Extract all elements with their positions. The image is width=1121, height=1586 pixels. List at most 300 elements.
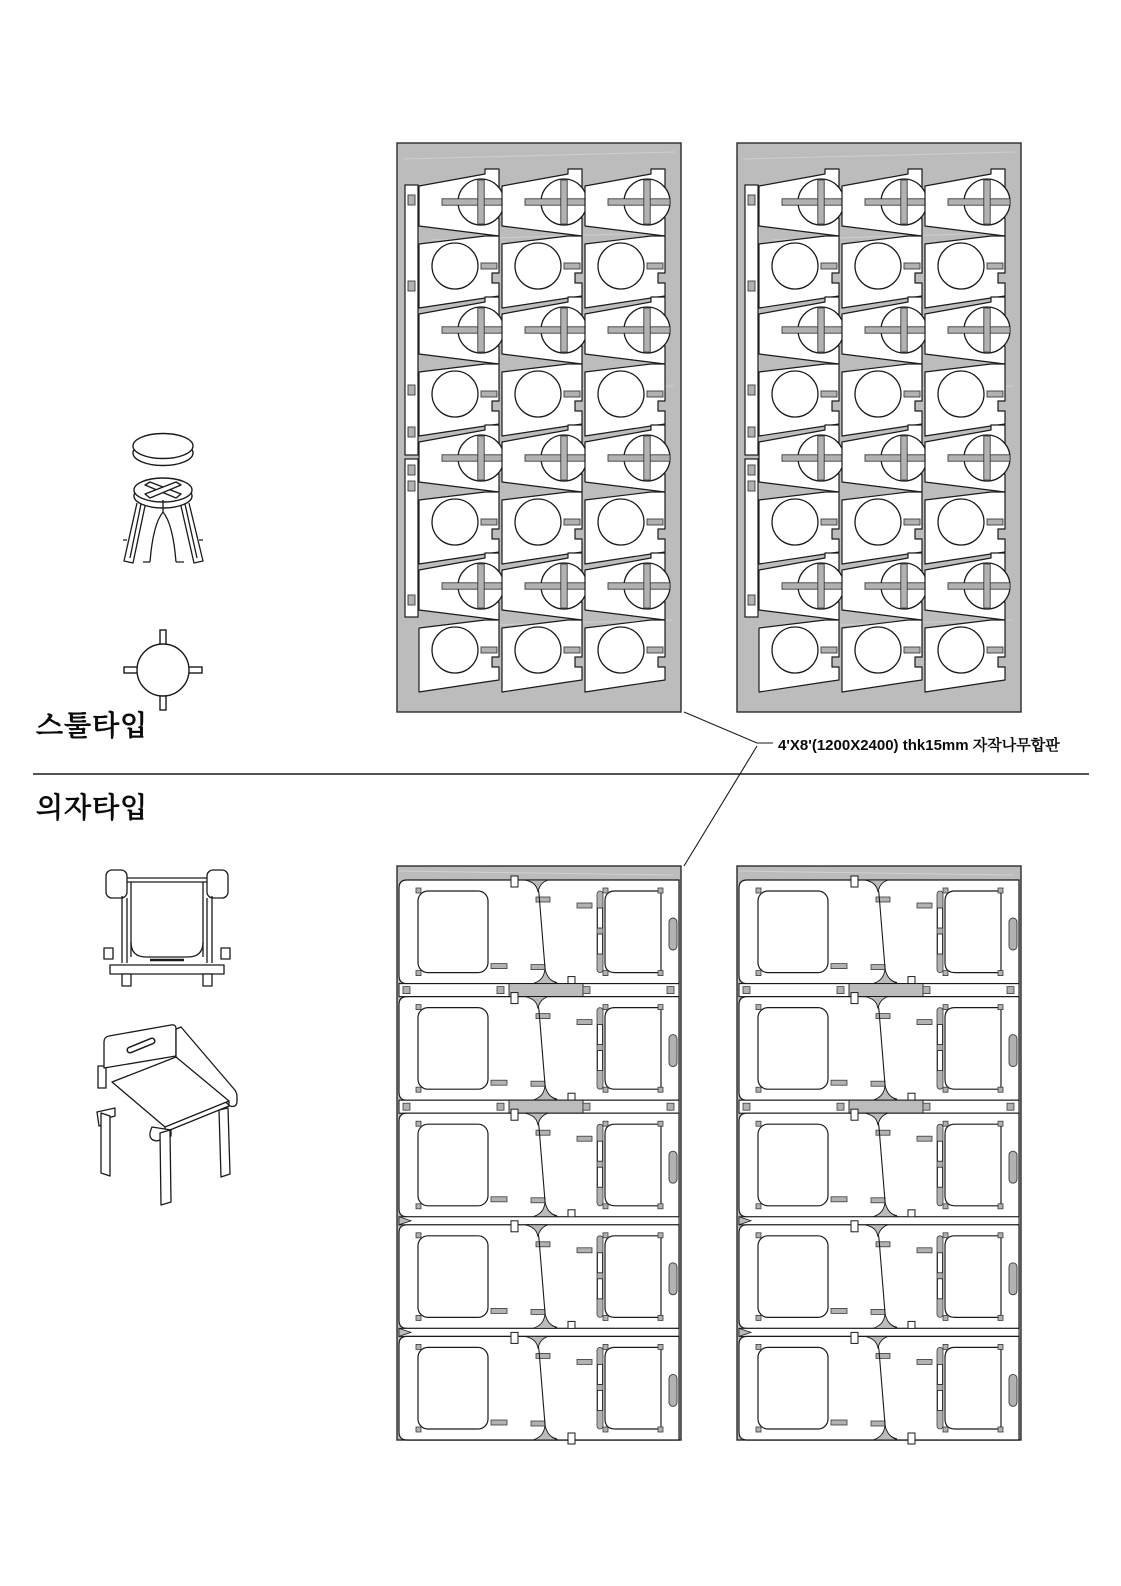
tab-slot [577,1020,592,1025]
stool-topview-drawing [124,630,202,710]
chair-right-side-tab [221,948,230,959]
back-tab-white [598,1141,603,1161]
tab-slot [577,1136,592,1141]
tab-notch [603,1315,608,1320]
back-tab-white [598,934,603,954]
back-tab-white [598,1025,603,1045]
tab-notch [756,1005,761,1010]
chair-side-cutout-right [945,1008,1001,1090]
chair-section-title: 의자타입 [36,792,149,823]
edge-tab [511,1221,518,1232]
cross-slot-vertical [478,180,484,224]
leg-tab-slot [481,519,497,525]
divider-outline [399,1328,679,1336]
cross-rail-part [399,1100,679,1113]
tab-notch [658,971,663,976]
rail-slot-hole [748,481,755,491]
handle-slot [669,918,677,950]
leg-tab-slot [904,647,920,653]
edge-tab [511,876,518,887]
rail-slot-hole [748,281,755,291]
tab-slot [531,1309,545,1314]
handle-slot [669,1263,677,1295]
back-tab-column [937,1347,943,1429]
rail-slot-hole [408,481,415,491]
leg-tab-slot [481,647,497,653]
tab-notch [658,1121,663,1126]
tab-notch [603,1344,608,1349]
cross-slot-horizontal [608,327,670,333]
chair-sheet-2 [737,866,1021,1444]
tab-notch [658,1233,663,1238]
tab-slot [577,1248,592,1253]
tab-slot [917,1020,932,1025]
shared-edge-divider [399,1217,679,1225]
tab-slot [871,1198,885,1203]
tab-notch [943,1204,948,1209]
chair-side-cutout-left [418,1008,488,1090]
stool-isometric-drawing [123,434,203,564]
tab-notch [658,1344,663,1349]
divider-outline [399,1217,679,1225]
cross-slot-horizontal [948,199,1010,205]
leg-tab-slot [564,519,580,525]
tab-notch [658,1087,663,1092]
seat-disc-plain [598,371,644,417]
handle-slot [1009,1374,1017,1406]
edge-tab [851,876,858,887]
back-tab-white [938,1051,943,1071]
cross-slot-horizontal [442,583,504,589]
cross-slot-horizontal [525,199,587,205]
tab-notch [416,1344,421,1349]
edge-rail-strip [745,185,758,455]
seat-disc-plain [772,243,818,289]
cross-slot-horizontal [608,583,670,589]
tab-slot [917,1359,932,1364]
cross-slot-horizontal [525,455,587,461]
back-tab-column [937,1124,943,1206]
tab-slot [871,1421,885,1426]
tab-slot [831,1080,847,1085]
chair-side-cutout-left [758,1347,828,1429]
chair-side-parts-row [399,1332,679,1444]
tab-notch [756,1087,761,1092]
rail-slot-hole [408,427,415,437]
chair-iso-front-left-leg [101,1113,110,1176]
leg-tab-slot [481,391,497,397]
rail-square-hole [923,987,930,994]
tab-slot [531,1081,545,1086]
tab-notch [603,1121,608,1126]
seat-disc-plain [432,627,478,673]
back-tab-white [598,1390,603,1410]
back-tab-white [598,1364,603,1384]
rail-square-hole [403,1103,410,1110]
tab-notch [998,1427,1003,1432]
divider-outline [739,1217,1019,1225]
cross-slot-vertical [561,436,567,480]
tab-notch [658,1315,663,1320]
cross-rail-part [399,984,679,997]
leg-tab-slot [564,263,580,269]
tab-notch [756,1204,761,1209]
tab-notch [603,1427,608,1432]
tab-slot [876,1130,890,1135]
chair-side-cutout-right [605,891,661,973]
stool-sheet-2 [737,143,1021,712]
cross-slot-vertical [818,180,824,224]
seat-disc-plain [855,627,901,673]
chair-sheet-1 [397,866,681,1444]
seat-disc-plain [772,627,818,673]
cross-slot-vertical [818,436,824,480]
leg-tab-slot [904,263,920,269]
back-tab-column [937,1008,943,1090]
rail-square-hole [743,1103,750,1110]
seat-disc-plain [515,627,561,673]
handle-slot [669,1035,677,1067]
chair-side-cutout-left [758,891,828,973]
tab-slot [831,1420,847,1425]
stool-topview-circle [137,644,189,696]
cross-slot-horizontal [442,455,504,461]
stool-leg-part-cell [419,620,499,692]
tab-slot [577,903,592,908]
chair-side-cutout-left [418,1236,488,1318]
tab-notch [998,1204,1003,1209]
tab-notch [756,971,761,976]
handle-slot [1009,1263,1017,1295]
chair-side-parts-row [399,1109,679,1221]
tab-notch [943,1344,948,1349]
tab-notch [943,1233,948,1238]
chair-side-cutout-left [418,891,488,973]
rail-square-hole [837,987,844,994]
chair-side-parts-row [739,993,1019,1105]
tab-notch [756,1344,761,1349]
back-tab-white [938,934,943,954]
rail-slot-hole [748,465,755,475]
leg-tab-slot [647,391,663,397]
edge-tab [851,993,858,1004]
chair-side-cutout-right [605,1347,661,1429]
chair-side-cutout-right [945,891,1001,973]
rail-slot-hole [748,385,755,395]
leg-tab-slot [987,519,1003,525]
handle-slot [669,1151,677,1183]
cross-slot-horizontal [948,455,1010,461]
tab-slot [491,1420,507,1425]
chair-front-rail [110,965,224,974]
handle-slot [669,1374,677,1406]
tab-slot [536,1014,550,1019]
rail-waste [849,1100,923,1113]
tab-notch [756,1121,761,1126]
rail-slot-hole [408,281,415,291]
leg-tab-slot [647,519,663,525]
tab-notch [943,971,948,976]
chair-frontview-drawing [104,870,230,986]
stool-leg-part-cell [925,620,1005,692]
cross-slot-vertical [901,564,907,608]
chair-side-parts-row [399,876,679,988]
tab-slot [871,1081,885,1086]
cross-slot-vertical [984,308,990,352]
tab-notch [998,971,1003,976]
seat-disc-plain [598,243,644,289]
seat-disc-plain [432,371,478,417]
tab-slot [491,1080,507,1085]
tab-notch [943,1427,948,1432]
rail-waste [849,984,923,997]
chair-side-cutout-left [418,1124,488,1206]
chair-right-leg [203,974,212,986]
rail-square-hole [583,987,590,994]
tab-slot [536,1353,550,1358]
back-tab-white [598,1051,603,1071]
cross-slot-horizontal [865,583,927,589]
rail-slot-hole [748,195,755,205]
leg-tab-slot [821,647,837,653]
chair-left-ear [106,870,127,898]
back-tab-white [938,1025,943,1045]
cross-slot-horizontal [782,327,844,333]
seat-disc-plain [938,243,984,289]
tab-slot [876,1242,890,1247]
handle-slot [1009,1035,1017,1067]
chair-side-cutout-right [605,1124,661,1206]
tab-slot [917,1248,932,1253]
stool-leg-part-cell [502,620,582,692]
cross-slot-horizontal [525,583,587,589]
cross-slot-horizontal [782,455,844,461]
chair-side-cutout-left [758,1008,828,1090]
chair-iso-back-ear [98,1066,106,1088]
cross-slot-vertical [901,308,907,352]
tab-slot [491,964,507,969]
cross-slot-vertical [478,436,484,480]
cross-slot-horizontal [782,199,844,205]
chair-side-parts-row [739,1332,1019,1444]
cross-slot-vertical [478,308,484,352]
handle-slot [1009,1151,1017,1183]
leg-tab-slot [564,647,580,653]
tab-notch [603,1204,608,1209]
cross-slot-horizontal [525,327,587,333]
rail-square-hole [667,1103,674,1110]
back-tab-white [598,908,603,928]
leg-tab-slot [481,263,497,269]
cross-slot-vertical [644,436,650,480]
chair-left-leg [122,974,131,986]
seat-disc-plain [938,499,984,545]
edge-tab [851,1332,858,1343]
seat-disc-plain [515,243,561,289]
seat-disc-plain [772,371,818,417]
back-tab-white [598,1253,603,1273]
tab-notch [658,1005,663,1010]
cross-slot-vertical [478,564,484,608]
edge-tab [851,1109,858,1120]
rail-waste [509,984,583,997]
edge-tab [511,993,518,1004]
stool-section-title: 스툴타입 [36,710,149,741]
handle-slot [1009,918,1017,950]
edge-tab [568,1433,575,1444]
chair-side-parts-row [399,993,679,1105]
back-tab-white [598,1279,603,1299]
cross-slot-vertical [818,308,824,352]
edge-tab [511,1332,518,1343]
leg-tab-slot [904,519,920,525]
chair-side-cutout-right [945,1236,1001,1318]
tab-slot [531,1421,545,1426]
back-tab-column [597,1236,603,1318]
chair-side-cutout-right [605,1008,661,1090]
seat-disc-plain [855,371,901,417]
cross-slot-horizontal [608,199,670,205]
back-tab-column [597,1124,603,1206]
leader-line-lower [684,746,757,866]
edge-rail-strip [405,185,418,455]
back-tab-white [938,908,943,928]
back-tab-white [938,1253,943,1273]
chair-side-cutout-right [605,1236,661,1318]
rail-slot-hole [408,465,415,475]
cross-slot-vertical [901,436,907,480]
seat-disc-plain [598,627,644,673]
seat-disc-plain [938,371,984,417]
leg-tab-slot [987,263,1003,269]
cross-slot-vertical [901,180,907,224]
cross-slot-horizontal [442,327,504,333]
tab-slot [536,1130,550,1135]
cross-slot-vertical [984,436,990,480]
tab-notch [943,888,948,893]
material-label: 4'X8'(1200X2400) thk15mm 자작나무합판 [778,737,1060,754]
tab-notch [756,1233,761,1238]
tab-notch [603,1233,608,1238]
tab-slot [917,903,932,908]
tab-notch [943,1005,948,1010]
seat-disc-plain [772,499,818,545]
tab-slot [831,964,847,969]
back-tab-column [597,1008,603,1090]
cross-slot-vertical [561,308,567,352]
tab-notch [756,1315,761,1320]
tab-notch [416,971,421,976]
leg-tab-slot [647,263,663,269]
tab-slot [577,1359,592,1364]
tab-notch [658,1427,663,1432]
tab-slot [917,1136,932,1141]
rail-square-hole [403,987,410,994]
leg-tab-slot [647,647,663,653]
rail-square-hole [743,987,750,994]
tab-notch [416,1204,421,1209]
chair-side-cutout-right [945,1124,1001,1206]
cross-slot-vertical [561,564,567,608]
tab-notch [416,1087,421,1092]
back-tab-white [938,1279,943,1299]
cross-rail-part [739,1100,1019,1113]
chair-left-side-tab [104,948,113,959]
stool-leg-part-cell [759,620,839,692]
tab-notch [998,1315,1003,1320]
tab-slot [491,1308,507,1313]
tab-slot [531,1198,545,1203]
stool-leg-part-cell [585,620,665,692]
rail-square-hole [1007,987,1014,994]
rail-square-hole [1007,1103,1014,1110]
seat-disc-plain [598,499,644,545]
back-tab-white [938,1141,943,1161]
chair-side-parts-row [399,1221,679,1333]
tab-notch [603,1005,608,1010]
tab-slot [536,897,550,902]
tab-slot [531,965,545,970]
shared-edge-divider [399,1328,679,1336]
back-tab-column [937,891,943,973]
cross-slot-vertical [984,180,990,224]
cross-slot-horizontal [608,455,670,461]
cross-slot-horizontal [442,199,504,205]
cross-slot-horizontal [948,327,1010,333]
chair-isometric-drawing [97,1025,237,1205]
tab-notch [658,888,663,893]
leader-line-upper [684,712,773,743]
tab-notch [416,888,421,893]
chair-iso-right-leg [219,1108,230,1177]
chair-side-cutout-left [758,1236,828,1318]
edge-tab [511,1109,518,1120]
seat-disc-plain [855,243,901,289]
tab-slot [876,1353,890,1358]
leg-tab-slot [987,647,1003,653]
leg-tab-slot [821,391,837,397]
cross-slot-horizontal [865,455,927,461]
cross-slot-vertical [644,564,650,608]
tab-slot [876,897,890,902]
tab-notch [756,888,761,893]
seat-disc-plain [432,243,478,289]
chair-side-cutout-left [758,1124,828,1206]
tab-notch [658,1204,663,1209]
seat-disc-plain [515,371,561,417]
seat-disc-plain [515,499,561,545]
rail-square-hole [837,1103,844,1110]
tab-notch [603,971,608,976]
back-tab-white [598,1167,603,1187]
tab-notch [943,1315,948,1320]
rail-slot-hole [748,595,755,605]
cross-slot-vertical [984,564,990,608]
cross-slot-vertical [644,308,650,352]
leg-tab-slot [904,391,920,397]
chair-side-parts-row [739,1221,1019,1333]
rail-square-hole [497,1103,504,1110]
stool-legs [123,500,203,563]
tab-slot [536,1242,550,1247]
shared-edge-divider [739,1328,1019,1336]
leg-tab-slot [821,519,837,525]
cross-slot-horizontal [865,199,927,205]
tab-slot [876,1014,890,1019]
tab-notch [756,1427,761,1432]
tab-notch [998,1233,1003,1238]
cross-slot-vertical [818,564,824,608]
